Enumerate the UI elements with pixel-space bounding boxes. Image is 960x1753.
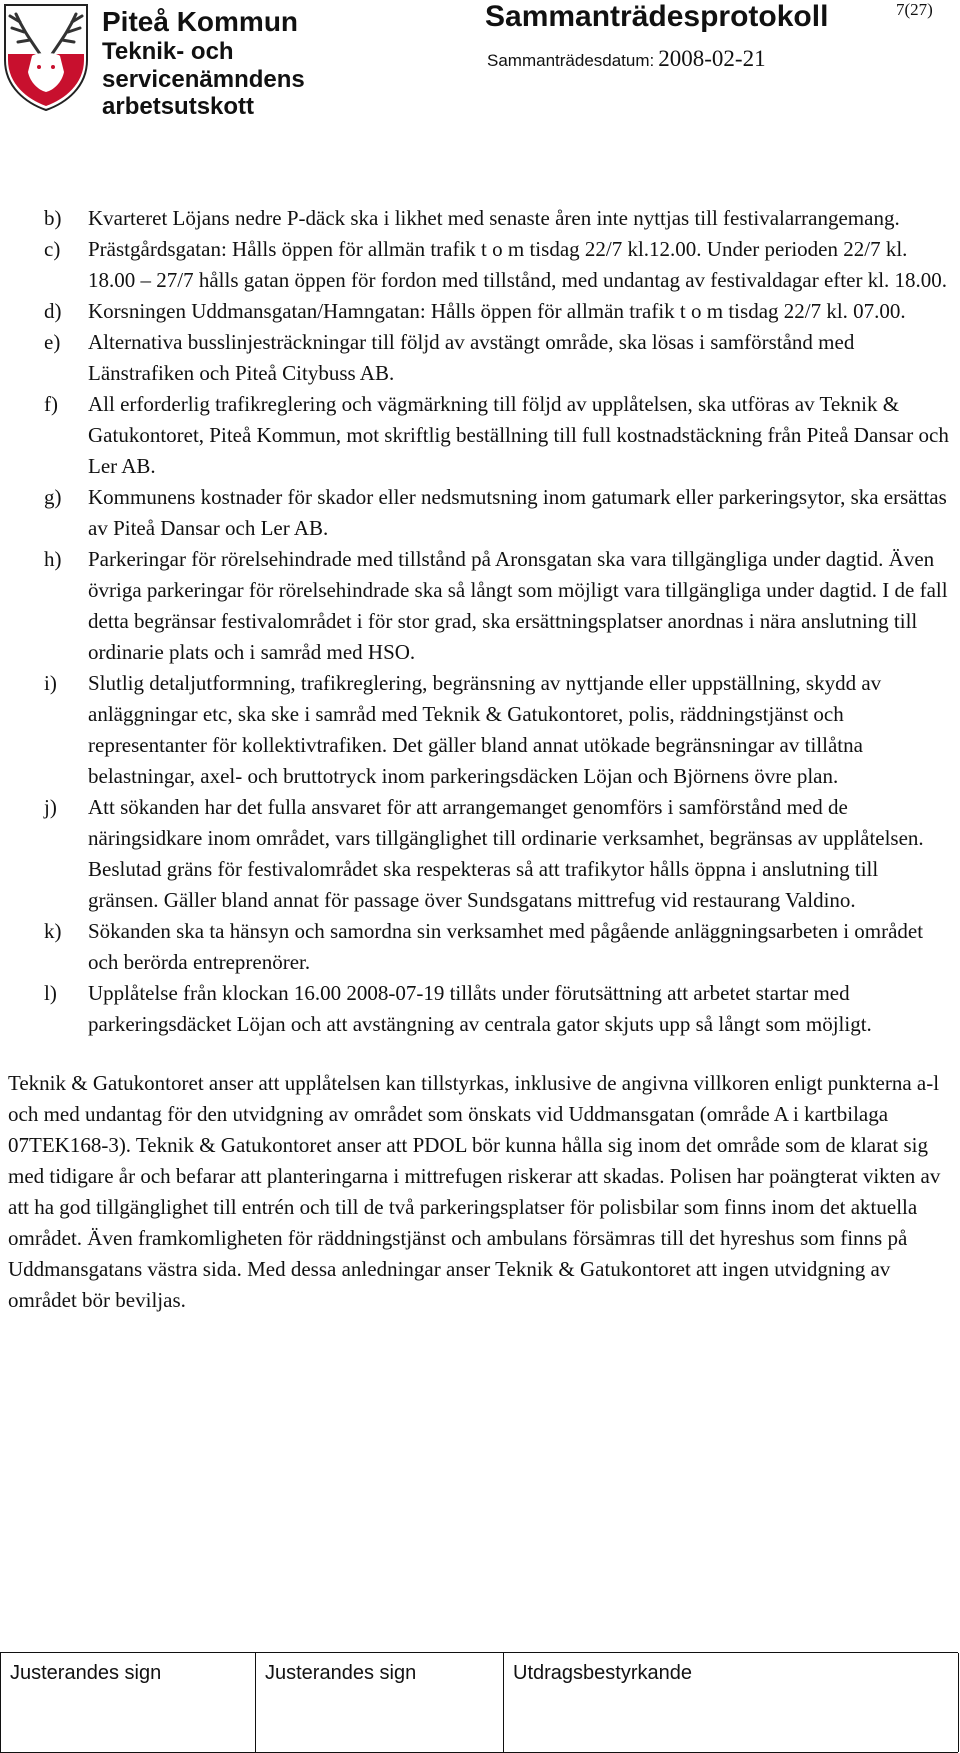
list-item [0,234,960,296]
list-item [0,916,960,978]
list-item [0,544,960,668]
list-item-letter: c) [44,237,61,261]
page-header [0,0,960,130]
list-item-text: Att sökanden har det fulla ansvaret för att arrangemanget genomförs i samförstånd med de näringsidkare inom området, vars tillgänglighet till ordinarie verksamhet, begränsas av upplåtelsen. Beslutad gräns för festivalområdet ska respekteras så att trafikytor hålls öppna i anslutning till gränsen. Gäller bland annat för passage över Sundsgatans mittrefug vid restaurang Valdino. [88,795,924,912]
list-item-letter: j) [44,795,57,819]
list-item [0,203,960,234]
signature-label-1: Justerandes sign [10,1662,162,1684]
list-item-text: Alternativa busslinjesträckningar till följd av avstängt område, ska lösas i samförstånd med Länstrafiken och Piteå Citybuss AB. [88,330,855,385]
signature-cell-2 [255,1653,504,1752]
committee-line-2: servicenämndens [102,65,305,93]
conditions-list [0,203,960,1040]
list-item-text: Kvarteret Löjans nedre P-däck ska i likhet med senaste åren inte nyttjas till festivalarrangemang. [88,206,900,230]
signature-label-2: Justerandes sign [265,1662,417,1684]
list-item [0,296,960,327]
meeting-date-label: Sammanträdesdatum: [487,51,655,70]
coat-of-arms-icon [2,2,90,112]
signature-cell-1 [0,1653,256,1752]
organization-name [102,6,305,121]
list-item-text: Slutlig detaljutformning, trafikreglering, begränsning av nyttjande eller uppställning, skydd av anläggningar etc, ska ske i samråd med Teknik & Gatukontoret, polis, räddningstjänst och representanter för kollektivtrafiken. Det gäller bland annat utökade begränsningar av tillåtna belastningar, axel- och bruttotryck inom parkeringsdäcken Löjan och Björnens övre plan. [88,671,882,788]
certification-cell [503,1653,959,1752]
signature-footer [0,1652,958,1753]
list-item-letter: h) [44,547,62,571]
list-item-text: Parkeringar för rörelsehindrade med tillstånd på Aronsgatan ska vara tillgängliga under dagtid. Även övriga parkeringar för rörelsehindrade ska så långt som möjligt vara tillgängliga under dagtid. I de fall detta begränsar festivalområdet i för stor grad, ska ersättningsplatser anordnas i nära anslutning till ordinarie plats och i samråd med HSO. [88,547,948,664]
certification-label: Utdragsbestyrkande [513,1662,692,1684]
list-item-text: Kommunens kostnader för skador eller nedsmutsning inom gatumark eller parkeringsytor, ska ersättas av Piteå Dansar och Ler AB. [88,485,947,540]
list-item-letter: g) [44,485,62,509]
list-item [0,327,960,389]
assessment-paragraph: Teknik & Gatukontoret anser att upplåtelsen kan tillstyrkas, inklusive de angivna villkoren enligt punkterna a-l och med undantag för den utvidgning av området som önskats vid Uddmansgatan (område A i kartbilaga 07TEK168-3). Teknik & Gatukontoret anser att PDOL bör kunna hålla sig inom det område som de klarat sig med tidigare år och befarar att planteringarna i mittrefugen riskerar att skadas. Polisen har poängterat vikten av att ha god tillgänglighet till entrén och till de två parkeringsplatser för polisbilar som finns inom det aktuella området. Även framkomligheten för räddningstjänst och ambulans försämras till det hyreshus som finns på Uddmansgatans västra sida. Med dessa anledningar anser Teknik & Gatukontoret att ingen utvidgning av området bör beviljas. [8,1071,941,1312]
document-title: Sammanträdesprotokoll [485,0,829,33]
list-item-letter: e) [44,330,61,354]
list-item-letter: i) [44,671,57,695]
list-item-letter: b) [44,206,62,230]
meeting-date [487,46,766,72]
meeting-date-value: 2008-02-21 [658,46,766,71]
list-item [0,792,960,916]
list-item-letter: k) [44,919,62,943]
list-item [0,482,960,544]
committee-line-3: arbetsutskott [102,93,255,121]
list-item-letter: d) [44,299,62,323]
committee-line-1: Teknik- och [102,38,234,66]
page-number: 7(27) [896,0,933,19]
list-item-text: Korsningen Uddmansgatan/Hamngatan: Hålls öppen för allmän trafik t o m tisdag 22/7 kl. 07.00. [88,299,906,323]
list-item-text: Prästgårdsgatan: Hålls öppen för allmän trafik t o m tisdag 22/7 kl.12.00. Under perioden 22/7 kl. 18.00 – 27/7 hålls gatan öppen för fordon med tillstånd, med undantag av festivaldagar efter kl. 18.00. [88,237,948,292]
list-item-letter: f) [44,392,58,416]
protocol-body [0,203,960,1316]
list-item-letter: l) [44,981,57,1005]
list-item-text: All erforderlig trafikreglering och vägmärkning till följd av upplåtelsen, ska utföras av Teknik & Gatukontoret, Piteå Kommun, mot skriftlig beställning till full kostnadstäckning från Piteå Dansar och Ler AB. [88,392,949,478]
list-item-text: Sökanden ska ta hänsyn och samordna sin verksamhet med pågående anläggningsarbeten i området och berörda entreprenörer. [88,919,924,974]
list-item [0,978,960,1040]
list-item-text: Upplåtelse från klockan 16.00 2008-07-19 tillåts under förutsättning att arbetet startar med parkeringsdäcket Löjan och att avstängning av centrala gator skjuts upp så långt som möjligt. [88,981,872,1036]
municipality-name: Piteå Kommun [102,6,299,37]
list-item [0,389,960,482]
list-item [0,668,960,792]
